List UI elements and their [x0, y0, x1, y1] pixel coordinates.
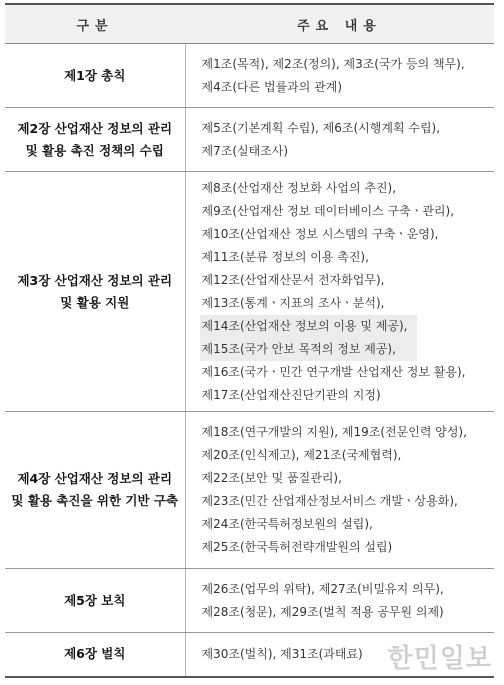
article-line: 제30조(벌칙), 제31조(과태료) [201, 646, 363, 661]
article-line: 제12조(산업재산문서 전자화업무), [201, 272, 385, 287]
article-line: 제17조(산업재산진단기관의 지정) [201, 387, 381, 402]
table-row [5, 412, 494, 569]
header-content: 주요 내용 [185, 4, 494, 44]
article-line: 제7조(실태조사) [201, 143, 289, 158]
header-gubun: 구분 [5, 4, 185, 44]
table-row [5, 44, 494, 108]
chapter-label: 제2장 산업재산 정보의 관리 및 활용 촉진 정책의 수립 [5, 108, 185, 172]
article-line: 제11조(분류 정보의 이용 촉진), [201, 249, 369, 264]
table-row [5, 108, 494, 172]
article-line: 제4조(다른 법률과의 관계) [201, 79, 343, 94]
table-row [5, 172, 494, 412]
article-line: 제9조(산업재산 정보 데이터베이스 구축ㆍ관리), [201, 203, 455, 218]
article-line: 제10조(산업재산 정보 시스템의 구축ㆍ운영), [201, 226, 439, 241]
article-line: 제28조(청문), 제29조(벌칙 적용 공무원 의제) [201, 604, 444, 619]
article-line: 제26조(업무의 위탁), 제27조(비밀유지 의무), [201, 581, 444, 596]
article-line: 제1조(목적), 제2조(정의), 제3조(국가 등의 책무), [201, 56, 465, 71]
article-line: 제8조(산업재산 정보화 사업의 추진), [201, 180, 397, 195]
article-line: 제18조(연구개발의 지원), 제19조(전문인력 양성), [201, 425, 467, 439]
article-line: 제25조(한국특허전략개발원의 설립) [201, 540, 393, 554]
chapter-label: 제6장 벌칙 [5, 633, 185, 677]
article-line: 제20조(인식제고), 제21조(국제협력), [201, 448, 402, 462]
chapter-label: 제4장 산업재산 정보의 관리 및 활용 촉진을 위한 기반 구축 [5, 412, 185, 569]
article-line-highlighted: 제15조(국가 안보 목적의 정보 제공), [200, 338, 417, 361]
article-line-highlighted: 제14조(산업재산 정보의 이용 및 제공), [200, 315, 417, 338]
chapter-label: 제1장 총칙 [5, 44, 185, 108]
law-structure-table [5, 3, 494, 678]
article-line: 제13조(통계ㆍ지표의 조사ㆍ분석), [201, 295, 385, 310]
article-list [185, 412, 494, 569]
article-line: 제5조(기본계획 수립), 제6조(시행계획 수립), [201, 120, 441, 135]
chapter-label: 제5장 보칙 [5, 569, 185, 633]
article-line: 제23조(민간 산업재산정보서비스 개발ㆍ상용화), [201, 494, 458, 508]
article-line: 제16조(국가ㆍ민간 연구개발 산업재산 정보 활용), [201, 364, 466, 379]
article-list [185, 569, 494, 633]
article-list [185, 108, 494, 172]
article-line: 제24조(한국특허정보원의 설립), [201, 517, 373, 531]
article-line: 제22조(보안 및 품질관리), [201, 471, 342, 485]
chapter-label: 제3장 산업재산 정보의 관리 및 활용 지원 [5, 172, 185, 412]
header-row [5, 4, 494, 44]
article-list [185, 44, 494, 108]
article-list [185, 172, 494, 412]
newspaper-watermark-logo: 한민일보 [387, 644, 492, 674]
table-row [5, 569, 494, 633]
